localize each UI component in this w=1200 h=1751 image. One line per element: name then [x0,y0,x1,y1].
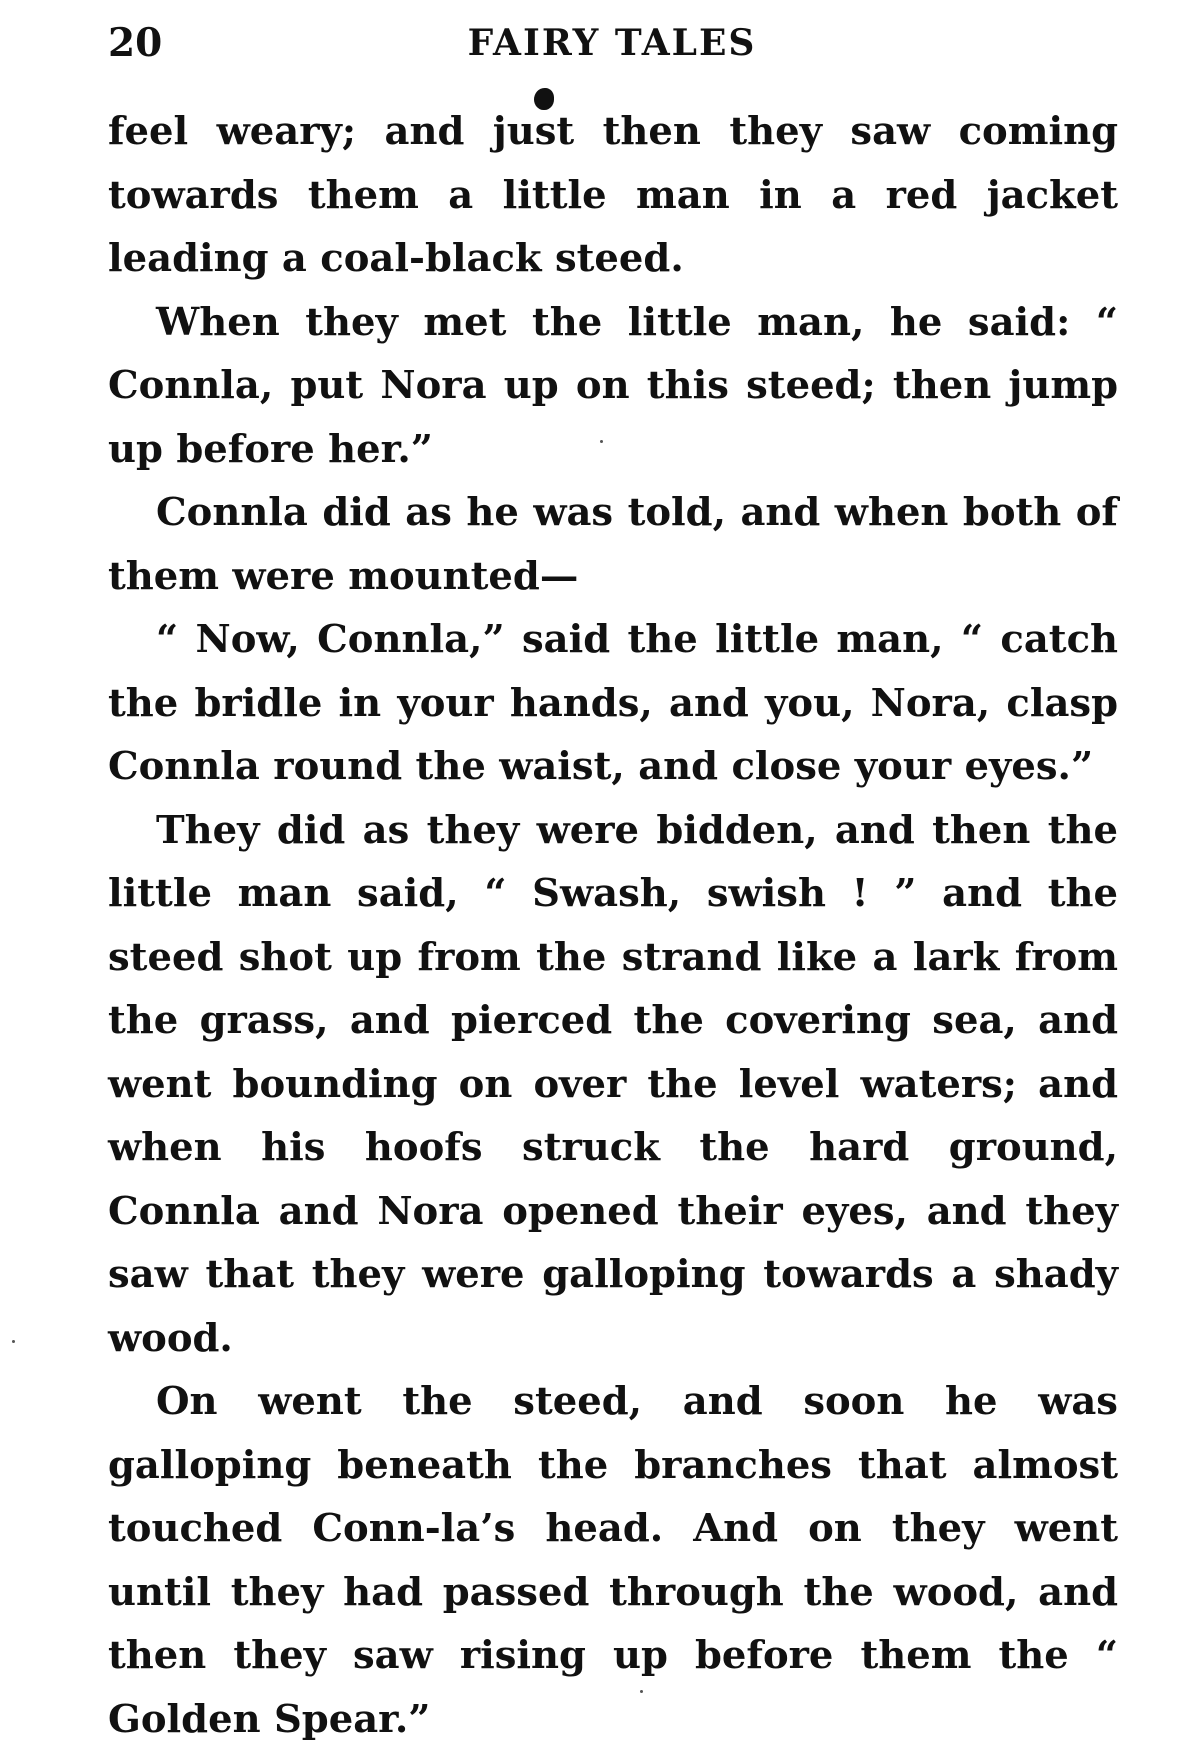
paragraph: “ Now, Connla,” said the little man, “ catch the bridle in your hands, and you, Nora, clasp Connla round the waist, and close your eyes.” [108,617,1118,789]
paragraph: On went the steed, and soon he was galloping beneath the branches that almost touched Conn-la’s head. And on they went until they had passed through the wood, and then they saw rising up before them the “ Golden Spear.” [108,1379,1118,1742]
body-text [108,100,1118,1751]
running-head [108,18,1116,68]
paragraph: They did as they were bidden, and then the little man said, “ Swash, swish ! ” and the steed shot up from the strand like a lark from the grass, and pierced the covering sea, and went bounding on over the level waters; and when his hoofs struck the hard ground, Connla and Nora opened their eyes, and they saw that they were galloping towards a shady wood. [108,807,1118,1361]
paper-speck [12,1340,15,1343]
paragraph: feel weary; and just then they saw coming towards them a little man in a red jacket leading a coal-black steed. [108,109,1118,281]
paragraph: Connla did as he was told, and when both of them were mounted— [108,490,1118,599]
running-title: FAIRY TALES [467,22,757,64]
page-number: 20 [108,20,163,66]
paragraph: When they met the little man, he said: “ Connla, put Nora up on this steed; then jump up before her.” [108,299,1118,472]
